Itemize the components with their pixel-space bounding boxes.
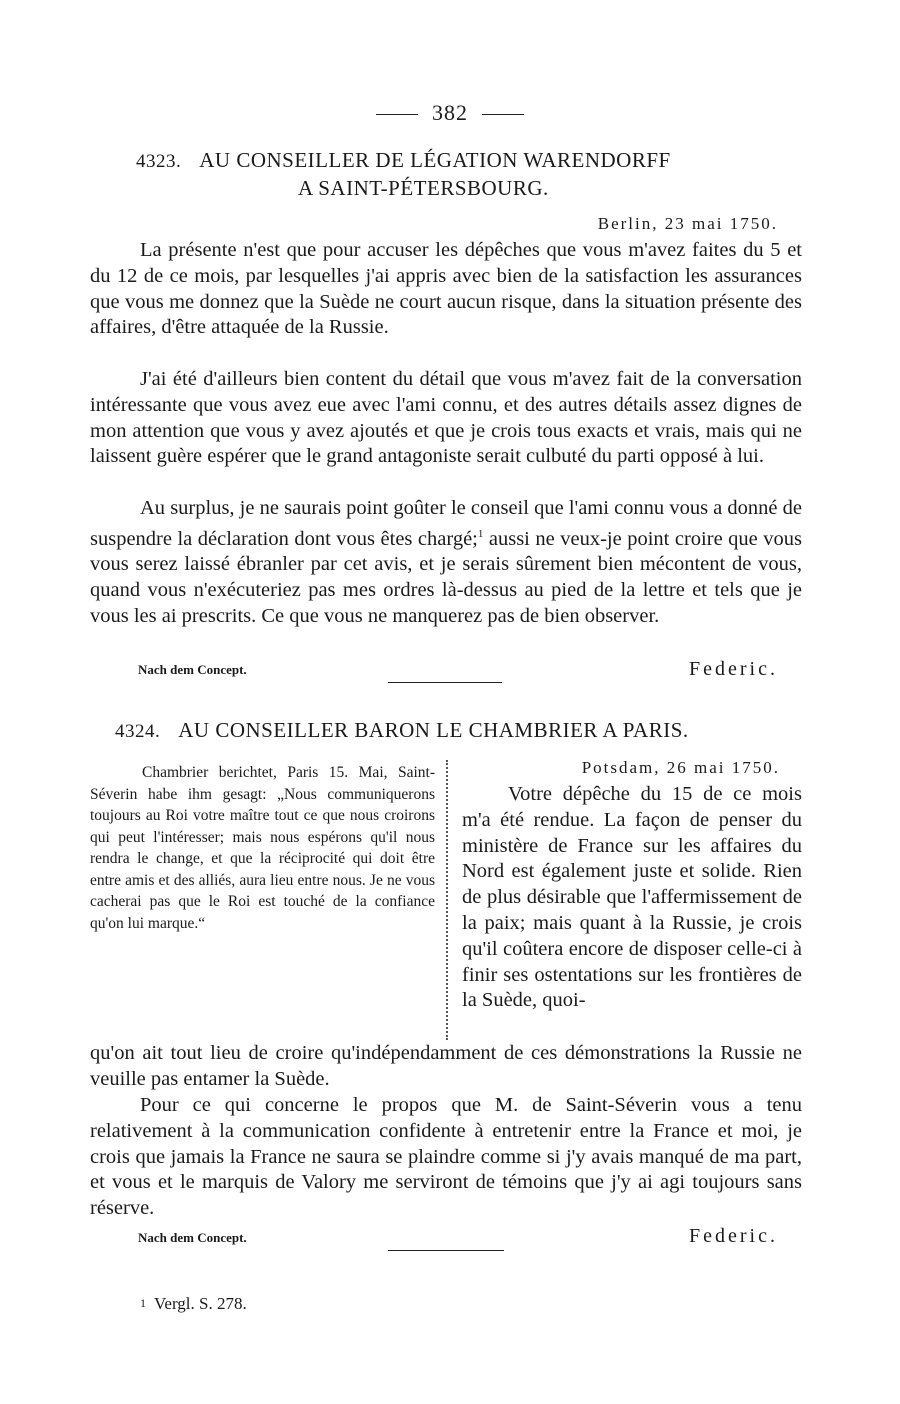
letter2-dateline: Potsdam, 26 mai 1750.	[581, 758, 780, 777]
letter2-heading	[115, 718, 689, 743]
letter2-signature: Federic.	[689, 1225, 778, 1247]
letter1-heading-text: AU CONSEILLER DE LÉGATION WARENDORFF	[199, 148, 671, 172]
letter1-number: 4323.	[136, 151, 182, 172]
column-divider	[446, 760, 448, 1040]
letter1-heading-line2: A SAINT-PÉTERSBOURG.	[298, 176, 549, 200]
letter2-side-note: Chambrier berichtet, Paris 15. Mai, Saint-Séverin habe ihm gesagt: „Nous communiquerons toujours au Roi votre maître tout ce que nous croirons qui peut l'intéresser; mais nous espérons qu'il nous rendra le change, et que la réciprocité qui doit être entre amis et des alliés, aura lieu entre nous. Je ne vous cacherai pas que le Roi est touché de la confiance qu'on lui marque.“	[90, 764, 435, 932]
letter1-signature: Federic.	[689, 658, 778, 680]
footnote-ref: 1	[477, 527, 484, 540]
page-number: 382	[432, 100, 468, 125]
letter2-paragraph-2: Pour ce qui concerne le propos que M. de Saint-Séverin vous a tenu relativement à la communication confidente à entretenir entre la France et moi, je crois que jamais la France ne saura se plaindre comme si j'y avais manqué de ma part, et vous et le marquis de Valory me serviront de témoins que j'y ai agi toujours sans réserve.	[90, 1094, 802, 1220]
footnote-text: Vergl. S. 278.	[154, 1294, 247, 1313]
letter2-paragraph-1-continued: qu'on ait tout lieu de croire qu'indépendamment de ces démonstrations la Russie ne veuille pas entamer la Suède.	[90, 1042, 802, 1090]
letter2-number: 4324.	[115, 721, 161, 742]
footnote-mark: 1	[140, 1296, 146, 1310]
letter1-p3-part2: aussi ne veux-je point croire que vous vous serez laissé ébranler par cet avis, et je serais sûrement bien mécontent de vous, quand vous n'exécuteriez pas mes ordres là-dessus au pied de la lettre et tels que je vous les ai prescrits. Ce que vous ne manquerez pas de bien observer.	[90, 527, 803, 628]
letter2-paragraph-1-right: Votre dépêche du 15 de ce mois m'a été rendue. La façon de penser du ministère de France sur les affaires du Nord est également juste et solide. Rien de plus désirable que l'affermissement de la paix; mais quant à la Russie, je crois qu'il coûtera encore de disposer celle-ci à finir ses ostentations sur les frontières de la Suède, quoi-	[462, 783, 802, 1012]
letter1-paragraph-1: La présente n'est que pour accuser les dépêches que vous m'avez faites du 5 et du 12 de ce mois, par lesquelles j'ai appris avec bien de la satisfaction les assurances que vous me donnez que la Suède ne court aucun risque, dans la situation présente des affaires, d'être attaquée de la Russie.	[90, 239, 802, 339]
letter1-paragraph-2: J'ai été d'ailleurs bien content du détail que vous m'avez fait de la conversation intéressante que vous avez eue avec l'ami connu, et des autres détails assez dignes de mon attention que vous y avez ajoutés et que je crois tous exacts et vrais, mais qui ne laissent guère espérer que le grand antagoniste serait culbuté du parti opposé à lui.	[90, 368, 802, 468]
letter1-p3-part1: Au surplus, je ne saurais point goûter le conseil que l'ami connu vous a donné de suspendre la déclaration dont vous êtes chargé;	[90, 497, 802, 550]
letter1-heading-line1	[136, 148, 671, 173]
dash-left	[376, 114, 418, 115]
letter1-dateline: Berlin, 23 mai 1750.	[597, 214, 778, 233]
footnote	[140, 1294, 247, 1314]
page-number-line	[0, 100, 900, 126]
letter2-heading-text: AU CONSEILLER BARON LE CHAMBRIER A PARIS.	[178, 718, 689, 742]
letter1-separator	[388, 682, 502, 683]
letter2-separator	[388, 1250, 504, 1251]
letter1-source-note: Nach dem Concept.	[138, 662, 247, 677]
dash-right	[482, 114, 524, 115]
letter1-paragraph-3	[90, 496, 802, 630]
letter2-source-note: Nach dem Concept.	[138, 1230, 247, 1245]
